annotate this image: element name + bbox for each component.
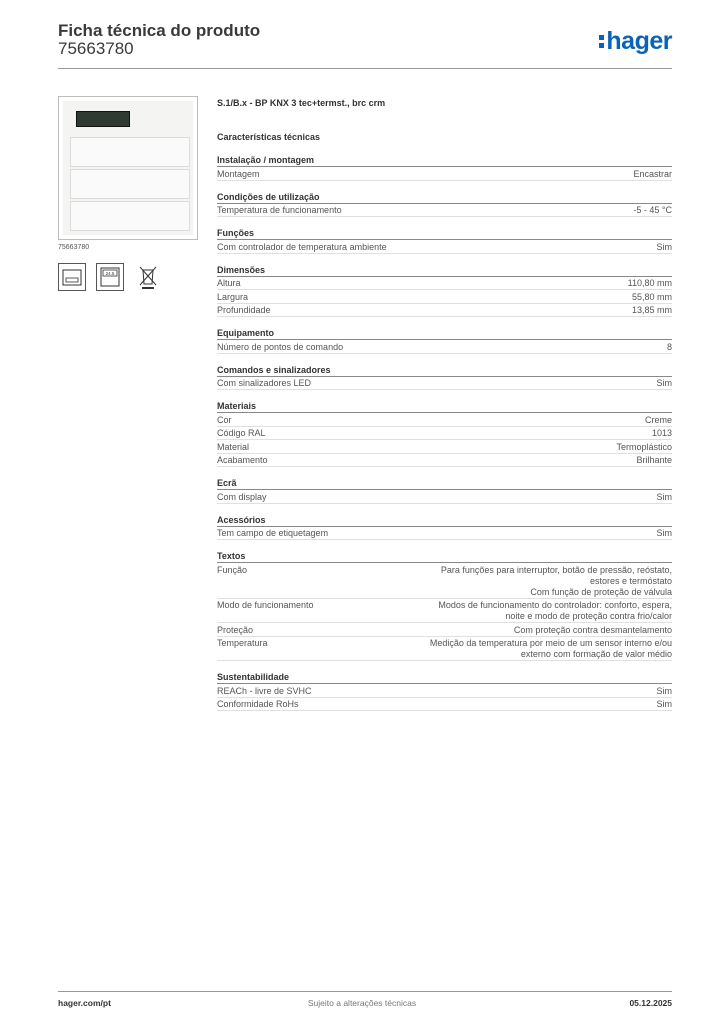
spec-row [217, 440, 672, 454]
footer-date: 05.12.2025 [629, 998, 672, 1008]
spec-row [217, 490, 672, 504]
spec-row [217, 454, 672, 468]
spec-label: Largura [217, 291, 249, 302]
section-heading: Condições de utilização [217, 191, 672, 204]
section-heading: Sustentabilidade [217, 671, 672, 684]
spec-row [217, 290, 672, 304]
spec-value: 8 [666, 341, 672, 352]
spec-value: Medição da temperatura por meio de um sensor interno e/ou externo com formação de valor médio [429, 638, 672, 659]
spec-row [217, 527, 672, 541]
spec-label: Função [217, 564, 248, 575]
header-divider [58, 68, 672, 69]
spec-section [217, 327, 672, 354]
spec-label: Cor [217, 414, 232, 425]
hager-logo [599, 27, 672, 56]
spec-value: Brilhante [636, 455, 672, 465]
footer-notice: Sujeito a alterações técnicas [307, 998, 417, 1008]
section-heading: Dimensões [217, 264, 672, 277]
product-key [70, 169, 190, 199]
svg-text:24.5: 24.5 [105, 271, 115, 276]
spec-label: Tem campo de etiquetagem [217, 528, 329, 538]
spec-value: Para funções para interruptor, botão de pressão, reóstato, estores e termóstato Com função de proteção de válvula [440, 564, 672, 597]
spec-content [217, 96, 672, 711]
spec-value: Sim [656, 699, 672, 709]
spec-section [217, 550, 672, 661]
spec-label: Número de pontos de comando [217, 341, 344, 352]
logo-text: hager [606, 27, 672, 55]
product-key [70, 137, 190, 167]
spec-label: Com sinalizadores LED [217, 378, 312, 388]
product-reference: 75663780 [58, 39, 134, 58]
product-plate [63, 101, 193, 235]
spec-value: Sim [656, 685, 672, 696]
display-product-icon [58, 263, 86, 291]
logo-dots-icon [599, 33, 604, 50]
section-heading: Textos [217, 550, 672, 563]
section-heading: Instalação / montagem [217, 154, 672, 167]
spec-label: Com display [217, 491, 267, 502]
spec-value: 13,85 mm [631, 305, 672, 315]
spec-label: Com controlador de temperatura ambiente [217, 241, 387, 252]
image-caption: 75663780 [58, 244, 90, 251]
spec-value: Sim [656, 241, 672, 252]
spec-section [217, 514, 672, 541]
spec-label: Modo de funcionamento [217, 600, 314, 610]
product-name: S.1/B.x - BP KNX 3 tec+termst., brc crm [217, 98, 386, 108]
spec-section [217, 671, 672, 711]
product-image [58, 96, 198, 240]
spec-label: Montagem [217, 168, 260, 179]
spec-label: Acabamento [217, 455, 268, 465]
spec-row [217, 684, 672, 698]
spec-label: Temperatura [217, 638, 268, 648]
spec-label: Proteção [217, 624, 254, 635]
spec-value: Encastrar [633, 168, 672, 179]
spec-row [217, 204, 672, 218]
spec-row [217, 599, 672, 624]
spec-label: REACh - livre de SVHC [217, 685, 312, 696]
section-heading: Comandos e sinalizadores [217, 364, 672, 377]
spec-value: Creme [644, 414, 672, 425]
spec-row [217, 377, 672, 391]
spec-label: Altura [217, 278, 241, 288]
product-display-screen [76, 111, 130, 127]
spec-section [217, 364, 672, 391]
spec-section [217, 191, 672, 218]
spec-section [217, 264, 672, 318]
spec-section [217, 154, 672, 181]
spec-label: Material [217, 441, 250, 452]
section-heading: Acessórios [217, 514, 672, 527]
specs-title: Características técnicas [217, 132, 321, 142]
spec-label: Temperatura de funcionamento [217, 205, 342, 215]
section-heading: Ecrã [217, 477, 672, 490]
section-heading: Funções [217, 227, 672, 240]
spec-value: -5 - 45 °C [633, 205, 672, 215]
spec-value: Sim [656, 491, 672, 502]
spec-section [217, 227, 672, 254]
spec-row [217, 413, 672, 427]
spec-value: Sim [656, 528, 672, 538]
spec-value: 55,80 mm [631, 291, 672, 302]
spec-label: Código RAL [217, 428, 266, 438]
spec-value: Termoplástico [616, 441, 672, 452]
spec-value: 1013 [651, 428, 672, 438]
section-heading: Equipamento [217, 327, 672, 340]
spec-section [217, 477, 672, 504]
footer-website: hager.com/pt [58, 998, 111, 1008]
spec-row [217, 637, 672, 662]
weee-crossed-bin-icon [134, 263, 162, 291]
spec-row [217, 304, 672, 318]
spec-row [217, 240, 672, 254]
spec-row [217, 563, 672, 599]
spec-value: 110,80 mm [627, 278, 672, 288]
page-title: Ficha técnica do produto [58, 21, 261, 40]
spec-row [217, 427, 672, 441]
spec-value: Com proteção contra desmantelamento [513, 624, 672, 635]
spec-section [217, 400, 672, 467]
spec-value: Sim [656, 378, 672, 388]
spec-label: Profundidade [217, 305, 271, 315]
spec-value: Modos de funcionamento do controlador: conforto, espera, noite e modo de proteção contra frio/calor [438, 600, 672, 621]
spec-row [217, 698, 672, 712]
spec-row [217, 167, 672, 181]
product-key [70, 201, 190, 231]
knx-icon [96, 263, 124, 291]
footer-divider [58, 991, 672, 992]
spec-label: Conformidade RoHs [217, 699, 299, 709]
spec-row [217, 277, 672, 291]
spec-sections [217, 154, 672, 711]
section-heading: Materiais [217, 400, 672, 413]
spec-row [217, 623, 672, 637]
spec-row [217, 340, 672, 354]
